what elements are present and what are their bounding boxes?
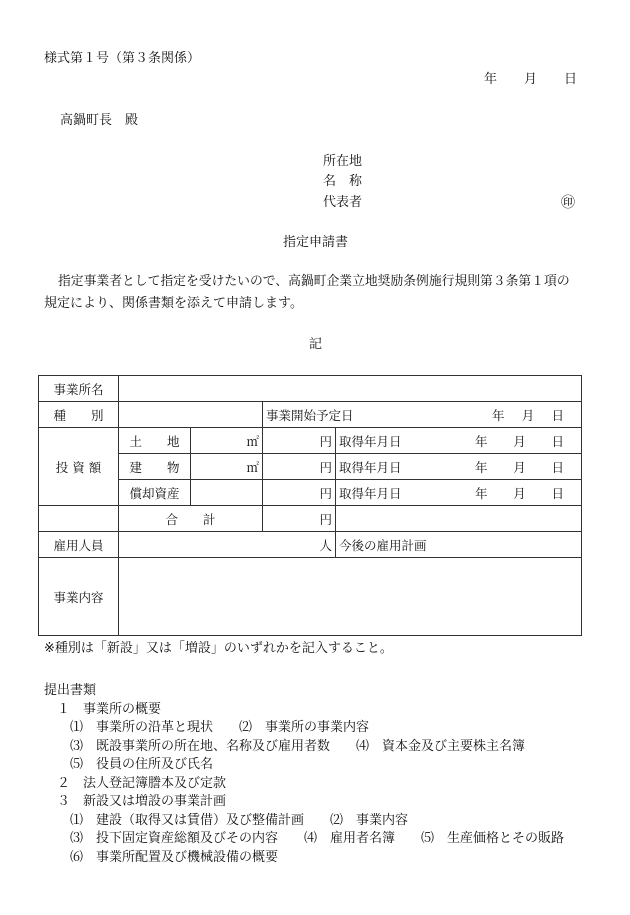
table-row	[39, 454, 582, 480]
table-row	[39, 506, 582, 532]
list-item: ⑴ 事業所の沿革と現状 ⑵ 事業所の事業内容	[44, 720, 370, 735]
acquired-label: 取得年月日	[339, 433, 402, 449]
office-name-cell[interactable]	[119, 376, 582, 402]
year-label: 年	[492, 407, 505, 423]
future-plan-cell[interactable]	[336, 532, 582, 558]
table-row	[39, 428, 582, 454]
required-documents	[44, 682, 564, 867]
investment-label: 投 資 額	[39, 428, 119, 506]
date-month-label: 月	[524, 72, 538, 87]
building-area-cell[interactable]	[191, 454, 263, 480]
representative-label: 代表者	[323, 195, 363, 210]
employees-label: 雇用人員	[39, 532, 119, 558]
business-content-cell[interactable]	[119, 558, 582, 636]
depreciable-label: 償却資産	[119, 480, 191, 506]
date-day-label: 日	[564, 72, 578, 87]
table-row	[39, 480, 582, 506]
year-label: 年	[475, 485, 488, 501]
building-label: 建 物	[119, 454, 191, 480]
list-item: ⑶ 投下固定資産総額及びその内容 ⑷ 雇用者名簿 ⑸ 生産価格とその販路	[44, 831, 565, 846]
yen-unit: 円	[319, 459, 332, 475]
table-row	[39, 376, 582, 402]
sqm-unit: ㎡	[246, 433, 259, 449]
building-amount-cell[interactable]	[263, 454, 336, 480]
type-cell[interactable]	[119, 402, 263, 428]
year-label: 年	[475, 433, 488, 449]
body-line-2: 規定により、関係書類を添えて申請します。	[44, 296, 303, 311]
document-title: 指定申請書	[283, 235, 349, 250]
day-label: 日	[551, 485, 564, 501]
day-label: 日	[551, 407, 564, 423]
list-item: ⑸ 役員の住所及び氏名	[44, 757, 214, 772]
land-amount-cell[interactable]	[263, 428, 336, 454]
list-item: ⑹ 事業所配置及び機械設備の概要	[44, 849, 279, 865]
month-label: 月	[513, 485, 526, 501]
table-row	[39, 558, 582, 636]
yen-unit: 円	[319, 485, 332, 501]
depreciable-area-cell[interactable]	[191, 480, 263, 506]
land-area-cell[interactable]	[191, 428, 263, 454]
acquired-label: 取得年月日	[339, 459, 402, 475]
name-label: 名 称	[323, 174, 363, 189]
type-label: 種 別	[39, 402, 119, 428]
blank-cell	[39, 506, 119, 532]
list-item: ⑶ 既設事業所の所在地、名称及び雇用者数 ⑷ 資本金及び主要株主名簿	[44, 738, 526, 754]
seal-mark: ㊞	[561, 195, 575, 211]
yen-unit: 円	[319, 511, 332, 527]
total-label: 合 計	[119, 506, 263, 532]
land-acquired-cell[interactable]	[336, 428, 582, 454]
table-row	[39, 532, 582, 558]
date-year-label: 年	[484, 72, 498, 87]
addressee: 高鍋町長 殿	[60, 113, 139, 128]
address-label: 所在地	[323, 154, 363, 169]
documents-heading: 提出書類	[44, 683, 97, 698]
month-label: 月	[521, 407, 535, 423]
ki-mark: 記	[309, 337, 323, 352]
start-date-label: 事業開始予定日	[266, 407, 354, 423]
list-item: ⑴ 建設（取得又は賃借）及び整備計画 ⑵ 事業内容	[44, 812, 409, 828]
list-item: ３ 新設又は増設の事業計画	[44, 794, 227, 809]
day-label: 日	[551, 433, 564, 449]
day-label: 日	[551, 459, 564, 475]
month-label: 月	[513, 433, 526, 449]
depreciable-amount-cell[interactable]	[263, 480, 336, 506]
depreciable-acquired-cell[interactable]	[336, 480, 582, 506]
month-label: 月	[513, 459, 526, 475]
body-line-1: 指定事業者として指定を受けたいので、高鍋町企業立地奨励条例施行規則第３条第１項の	[58, 274, 570, 289]
building-acquired-cell[interactable]	[336, 454, 582, 480]
employees-cell[interactable]	[119, 532, 336, 558]
type-note: ※種別は「新設」又は「増設」のいずれかを記入すること。	[44, 641, 393, 656]
year-label: 年	[475, 459, 488, 475]
office-name-label: 事業所名	[39, 376, 119, 402]
business-label: 事業内容	[39, 558, 119, 636]
person-unit: 人	[319, 537, 332, 553]
table-row	[39, 402, 582, 428]
total-amount-cell[interactable]	[263, 506, 336, 532]
form-number: 様式第１号（第３条関係）	[44, 51, 201, 66]
list-item: １ 事業所の概要	[44, 701, 162, 717]
start-date-cell[interactable]	[263, 402, 582, 428]
sqm-unit: ㎡	[246, 459, 259, 475]
land-label: 土 地	[119, 428, 191, 454]
future-plan-label: 今後の雇用計画	[339, 537, 427, 553]
application-table	[38, 375, 582, 636]
acquired-label: 取得年月日	[339, 485, 402, 501]
total-blank-cell	[336, 506, 582, 532]
yen-unit: 円	[319, 433, 332, 449]
list-item: ２ 法人登記簿謄本及び定款	[44, 775, 227, 791]
